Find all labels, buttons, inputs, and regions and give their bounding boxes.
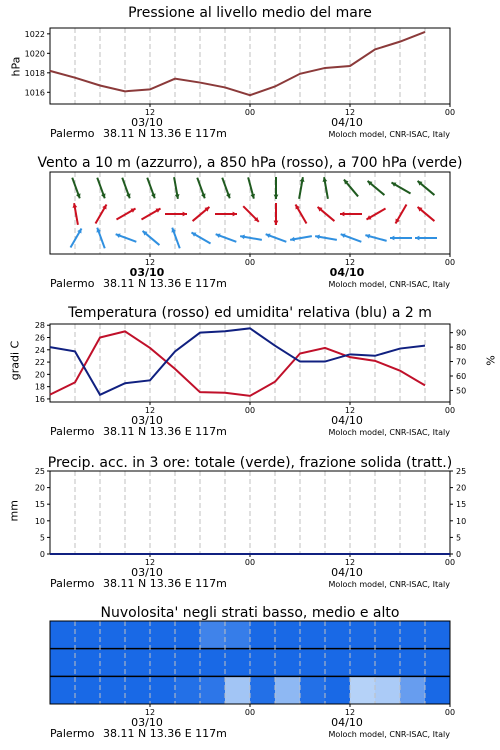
y-tick-label: 20 [34, 370, 45, 380]
cloud-cell [150, 649, 176, 677]
x-tick-label: 00 [244, 406, 256, 415]
y-tick-label-right: 25 [456, 467, 467, 476]
cloud-cell [175, 676, 201, 704]
wind-arrow [366, 209, 385, 220]
y-tick-label: 15 [34, 500, 45, 510]
pressure-series-line [50, 32, 425, 95]
date-label: 03/10 [131, 566, 163, 579]
cloud-cell [175, 649, 201, 677]
x-tick-label: 00 [444, 558, 456, 567]
cloud-cell [125, 649, 151, 677]
humidity-ylabel: % [483, 355, 497, 366]
x-tick-label: 00 [444, 708, 456, 717]
cloud-cell [300, 621, 326, 649]
cloud-cell [225, 649, 251, 677]
x-tick-label: 00 [244, 708, 256, 717]
wind-arrow [318, 207, 335, 221]
x-tick-label: 12 [144, 108, 156, 117]
wind-arrow [274, 203, 279, 225]
cloud-cell [250, 621, 276, 649]
x-tick-label: 12 [344, 406, 356, 415]
wind-arrow [243, 206, 259, 222]
cloud-cell [275, 676, 301, 704]
cloud-cell [250, 676, 276, 704]
x-tick-label: 12 [144, 406, 156, 415]
credit-label: Moloch model, CNR-ISAC, Italy [328, 730, 450, 739]
temperature-series-line [50, 331, 425, 395]
precip-ylabel: mm [7, 500, 21, 522]
wind-arrow [222, 178, 230, 199]
cloud-cell [325, 649, 351, 677]
y-tick-label: 0 [39, 550, 45, 559]
wind-arrow [248, 177, 255, 198]
wind-arrow [418, 207, 435, 221]
coords-label: 38.11 N 13.36 E 117m [103, 577, 227, 590]
cloud-cell [150, 676, 176, 704]
x-tick-label: 00 [444, 258, 456, 267]
wind-arrow [341, 233, 362, 241]
date-label: 04/10 [331, 566, 363, 579]
date-label: 03/10 [129, 266, 165, 279]
wind-arrow [96, 204, 107, 223]
y-tick-label-right: 60 [456, 372, 467, 381]
cloud-chart [0, 600, 500, 750]
y-tick-label-right: 90 [456, 328, 467, 338]
location-label: Palermo [50, 425, 95, 438]
wind-arrow [143, 231, 160, 245]
cloud-cell [175, 621, 201, 649]
date-label: 03/10 [131, 716, 163, 729]
cloud-cell [375, 621, 401, 649]
wind-arrow [215, 212, 237, 217]
date-label: 03/10 [131, 116, 163, 129]
y-tick-label: 1018 [24, 68, 45, 78]
cloud-cell [125, 621, 151, 649]
y-tick-label-right: 15 [456, 500, 467, 510]
y-tick-label: 10 [34, 516, 45, 526]
cloud-cell [75, 649, 101, 677]
location-label: Palermo [50, 277, 95, 290]
wind-arrow [365, 234, 386, 241]
cloud-cell [300, 676, 326, 704]
y-tick-label: 18 [34, 382, 45, 392]
humidity-series-line [50, 328, 425, 394]
wind-arrow [344, 180, 358, 197]
cloud-cell [75, 676, 101, 704]
location-label: Palermo [50, 727, 95, 740]
wind-arrow [147, 178, 155, 199]
wind-arrow [193, 207, 210, 221]
credit-label: Moloch model, CNR-ISAC, Italy [328, 280, 450, 289]
location-label: Palermo [50, 127, 95, 140]
wind-arrow [315, 234, 337, 239]
x-tick-label: 12 [144, 558, 156, 567]
y-tick-label: 25 [34, 467, 45, 476]
y-tick-label: 24 [34, 345, 45, 355]
x-tick-label: 12 [344, 108, 356, 117]
cloud-title: Nuvolosita' negli strati basso, medio e alto [100, 605, 400, 621]
location-label: Palermo [50, 577, 95, 590]
y-tick-label-right: 5 [456, 533, 462, 543]
precip-title: Precip. acc. in 3 ore: totale (verde), frazione solida (tratt.) [47, 455, 453, 471]
cloud-cell [275, 621, 301, 649]
y-tick-label-right: 80 [456, 343, 467, 353]
temperature-ylabel: gradi C [8, 340, 22, 381]
temperature-title: Temperatura (rosso) ed umidita' relativa (blu) a 2 m [68, 305, 432, 321]
cloud-cell [425, 649, 451, 677]
cloud-cell [100, 676, 126, 704]
wind-arrow [72, 178, 80, 199]
y-tick-label-right: 20 [456, 483, 467, 493]
cloud-cell [425, 676, 451, 704]
cloud-cell [300, 649, 326, 677]
cloud-cell [50, 621, 76, 649]
cloud-cell [225, 676, 251, 704]
cloud-cell [100, 649, 126, 677]
date-label: 04/10 [331, 414, 363, 427]
wind-arrow [296, 204, 307, 223]
y-tick-label: 28 [34, 321, 45, 331]
wind-arrow [274, 177, 279, 199]
cloud-cell [200, 649, 226, 677]
credit-label: Moloch model, CNR-ISAC, Italy [328, 580, 450, 589]
date-label: 04/10 [331, 116, 363, 129]
wind-chart [0, 150, 500, 300]
y-tick-label: 22 [34, 358, 45, 368]
wind-title: Vento a 10 m (azzurro), a 850 hPa (rosso), a 700 hPa (verde) [37, 155, 463, 171]
x-tick-label: 12 [344, 708, 356, 717]
wind-arrow [216, 233, 237, 241]
y-tick-label: 1016 [24, 88, 45, 98]
date-label: 04/10 [331, 716, 363, 729]
wind-arrow [390, 236, 412, 241]
wind-arrow [141, 209, 160, 220]
y-tick-label: 16 [34, 394, 45, 404]
cloud-cell [400, 676, 426, 704]
cloud-cell [50, 676, 76, 704]
temperature-chart [0, 300, 500, 450]
credit-label: Moloch model, CNR-ISAC, Italy [328, 130, 450, 139]
cloud-cell [225, 621, 251, 649]
cloud-cell [400, 621, 426, 649]
y-tick-label: 5 [39, 533, 45, 543]
wind-arrow [418, 181, 435, 195]
x-tick-label: 12 [144, 708, 156, 717]
y-tick-label-right: 70 [456, 357, 467, 367]
x-tick-label: 00 [444, 108, 456, 117]
wind-arrow [116, 209, 135, 220]
cloud-cell [275, 649, 301, 677]
pressure-chart [0, 0, 500, 150]
wind-arrow [97, 178, 105, 199]
y-tick-label-right: 50 [456, 386, 467, 396]
wind-arrow [122, 178, 130, 199]
wind-arrow [197, 178, 205, 199]
cloud-cell [200, 676, 226, 704]
wind-arrow [191, 233, 210, 244]
coords-label: 38.11 N 13.36 E 117m [103, 425, 227, 438]
y-tick-label: 1020 [24, 49, 45, 59]
wind-arrow [322, 177, 327, 199]
date-label: 03/10 [131, 414, 163, 427]
y-tick-label: 1022 [24, 29, 45, 39]
cloud-cell [375, 649, 401, 677]
cloud-cell [350, 649, 376, 677]
cloud-cell [400, 649, 426, 677]
wind-arrow [171, 228, 179, 249]
x-tick-label: 00 [444, 406, 456, 415]
wind-arrow [368, 181, 385, 195]
wind-arrow [165, 212, 187, 217]
cloud-cell [325, 676, 351, 704]
wind-arrow [340, 212, 362, 217]
cloud-cell [200, 621, 226, 649]
cloud-cell [50, 649, 76, 677]
x-tick-label: 00 [244, 108, 256, 117]
cloud-cell [425, 621, 451, 649]
wind-arrow [240, 234, 262, 239]
pressure-ylabel: hPa [9, 56, 23, 77]
cloud-cell [250, 649, 276, 677]
cloud-cell [325, 621, 351, 649]
wind-arrow [415, 236, 437, 241]
wind-arrow [391, 183, 410, 194]
wind-arrow [290, 236, 312, 241]
x-tick-label: 00 [244, 558, 256, 567]
y-tick-label: 20 [34, 483, 45, 493]
date-label: 04/10 [329, 266, 365, 279]
x-tick-label: 12 [344, 258, 356, 267]
y-tick-label-right: 10 [456, 516, 467, 526]
wind-arrow [71, 228, 82, 247]
wind-arrow [116, 233, 137, 241]
precip-chart [0, 450, 500, 600]
cloud-cell [375, 676, 401, 704]
cloud-cell [100, 621, 126, 649]
cloud-cell [125, 676, 151, 704]
wind-arrow [266, 233, 287, 241]
y-tick-label-right: 0 [456, 550, 462, 559]
wind-arrow [396, 204, 407, 223]
coords-label: 38.11 N 13.36 E 117m [103, 727, 227, 740]
credit-label: Moloch model, CNR-ISAC, Italy [328, 428, 450, 437]
cloud-cell [350, 621, 376, 649]
coords-label: 38.11 N 13.36 E 117m [103, 277, 227, 290]
cloud-cell [350, 676, 376, 704]
cloud-cell [150, 621, 176, 649]
x-tick-label: 12 [344, 558, 356, 567]
cloud-cell [75, 621, 101, 649]
coords-label: 38.11 N 13.36 E 117m [103, 127, 227, 140]
y-tick-label: 26 [34, 333, 45, 343]
x-tick-label: 12 [144, 258, 156, 267]
pressure-title: Pressione al livello medio del mare [128, 5, 372, 21]
x-tick-label: 00 [244, 258, 256, 267]
wind-arrow [96, 228, 104, 249]
